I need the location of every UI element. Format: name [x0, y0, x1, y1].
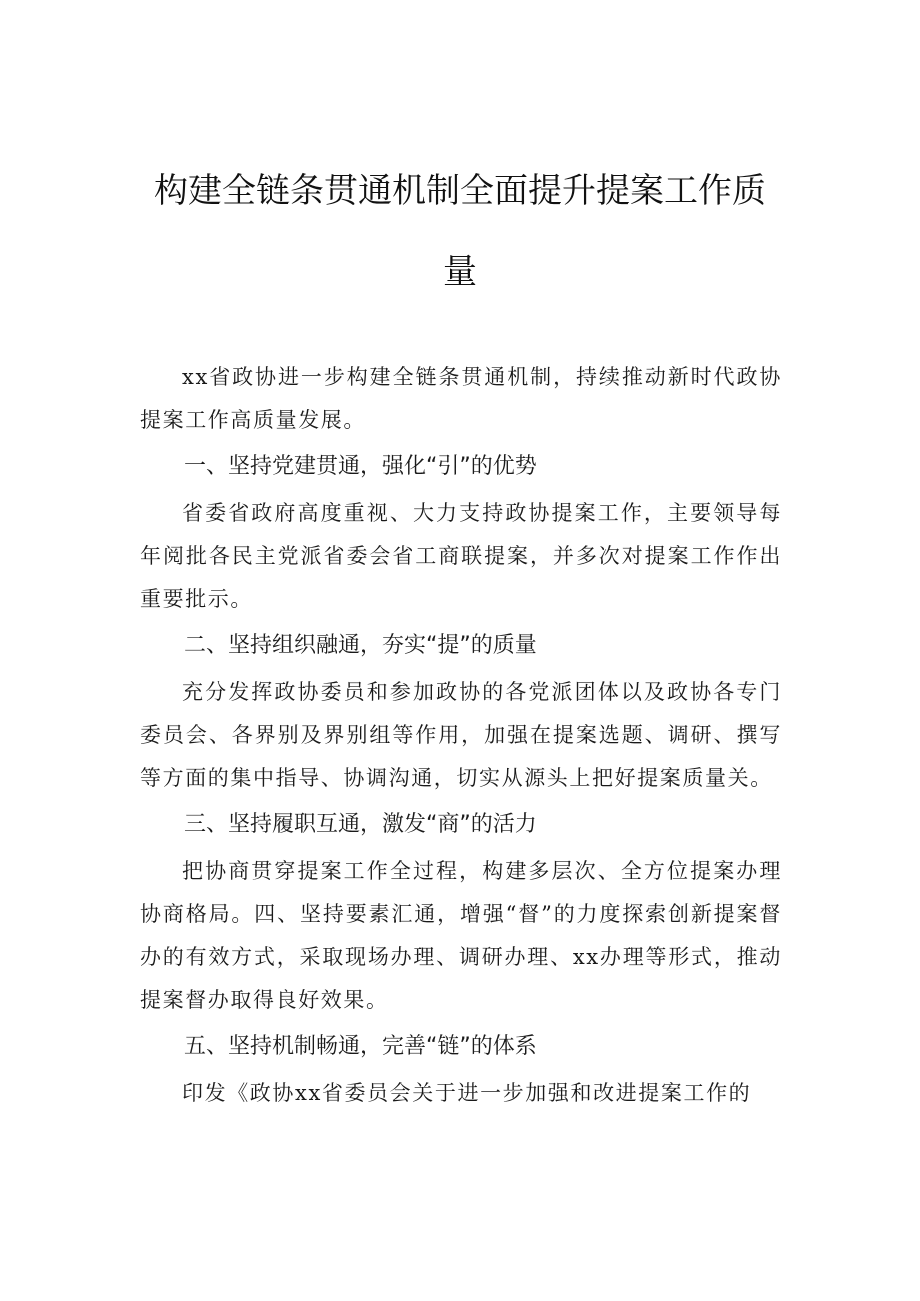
section-body-1: 省委省政府高度重视、大力支持政协提案工作，主要领导每年阅批各民主党派省委会省工商联提案，并多次对提案工作作出重要批示。 — [140, 501, 782, 611]
section-heading-2: 二、坚持组织融通，夯实“提”的质量 — [184, 633, 537, 658]
document-title-line-2: 量 — [443, 252, 477, 292]
section-heading-3: 三、坚持履职互通，激发“商”的活力 — [184, 812, 537, 837]
section-body-3: 把协商贯穿提案工作全过程，构建多层次、全方位提案办理协商格局。四、坚持要素汇通，增强“督”的力度探索创新提案督办的有效方式，采取现场办理、调研办理、xx办理等形式，推动提案督办取得良好效果。 — [140, 859, 782, 1012]
section-heading-5: 五、坚持机制畅通，完善“链”的体系 — [184, 1034, 537, 1059]
section-heading-1: 一、坚持党建贯通，强化“引”的优势 — [184, 454, 537, 479]
document-body — [140, 356, 782, 1115]
section-body-2: 充分发挥政协委员和参加政协的各党派团体以及政协各专门委员会、各界别及界别组等作用，加强在提案选题、调研、撰写等方面的集中指导、协调沟通，切实从源头上把好提案质量关。 — [140, 680, 782, 790]
document-title-line-1: 构建全链条贯通机制全面提升提案工作质 — [154, 171, 766, 211]
intro-paragraph: xx省政协进一步构建全链条贯通机制，持续推动新时代政协提案工作高质量发展。 — [140, 365, 782, 432]
section-body-5: 印发《政协xx省委员会关于进一步加强和改进提案工作的 — [182, 1081, 752, 1105]
